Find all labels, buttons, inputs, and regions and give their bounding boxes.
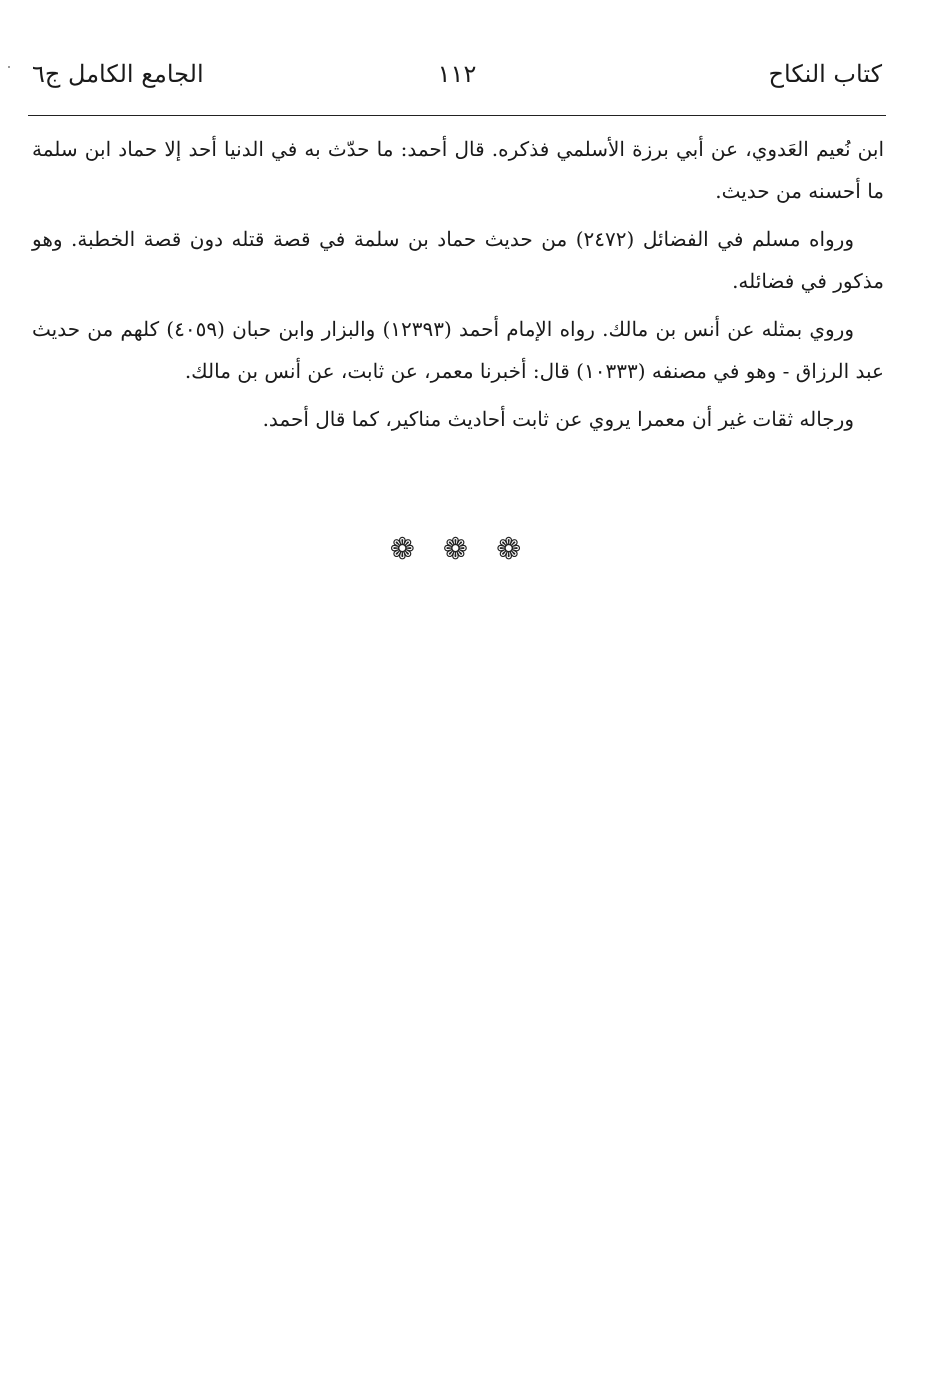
book-title: كتاب النكاح (768, 60, 882, 88)
flower-ornament-icon: ❁ (496, 532, 550, 567)
paragraph-2: ورواه مسلم في الفضائل (٢٤٧٢) من حديث حماد بن سلمة في قصة قتله دون قصة الخطبة. وهو مذكور في فضائله. (32, 227, 884, 293)
header-divider (28, 115, 886, 116)
section-end-ornaments (0, 532, 939, 567)
page-header (32, 60, 882, 100)
page-body (32, 128, 884, 446)
paragraph-3: وروي بمثله عن أنس بن مالك. رواه الإمام أحمد (١٢٣٩٣) والبزار وابن حبان (٤٠٥٩) كلهم من حديث عبد الرزاق - وهو في مصنفه (١٠٣٣٣) قال: أخبرنا معمر، عن ثابت، عن أنس بن مالك. (32, 317, 884, 383)
flower-ornament-icon: ❁ (389, 532, 443, 567)
scan-speck (8, 66, 10, 68)
paragraph-4: ورجاله ثقات غير أن معمرا يروي عن ثابت أحاديث مناكير، كما قال أحمد. (262, 407, 854, 431)
collection-title: الجامع الكامل ج٦ (32, 60, 204, 88)
flower-ornament-icon: ❁ (442, 532, 497, 567)
paragraph-1: ابن نُعيم العَدوي، عن أبي برزة الأسلمي فذكره. قال أحمد: ما حدّث به في الدنيا أحد إلا حماد ابن سلمة ما أحسنه من حديث. (32, 137, 884, 203)
page-number: ١١٢ (437, 60, 477, 88)
